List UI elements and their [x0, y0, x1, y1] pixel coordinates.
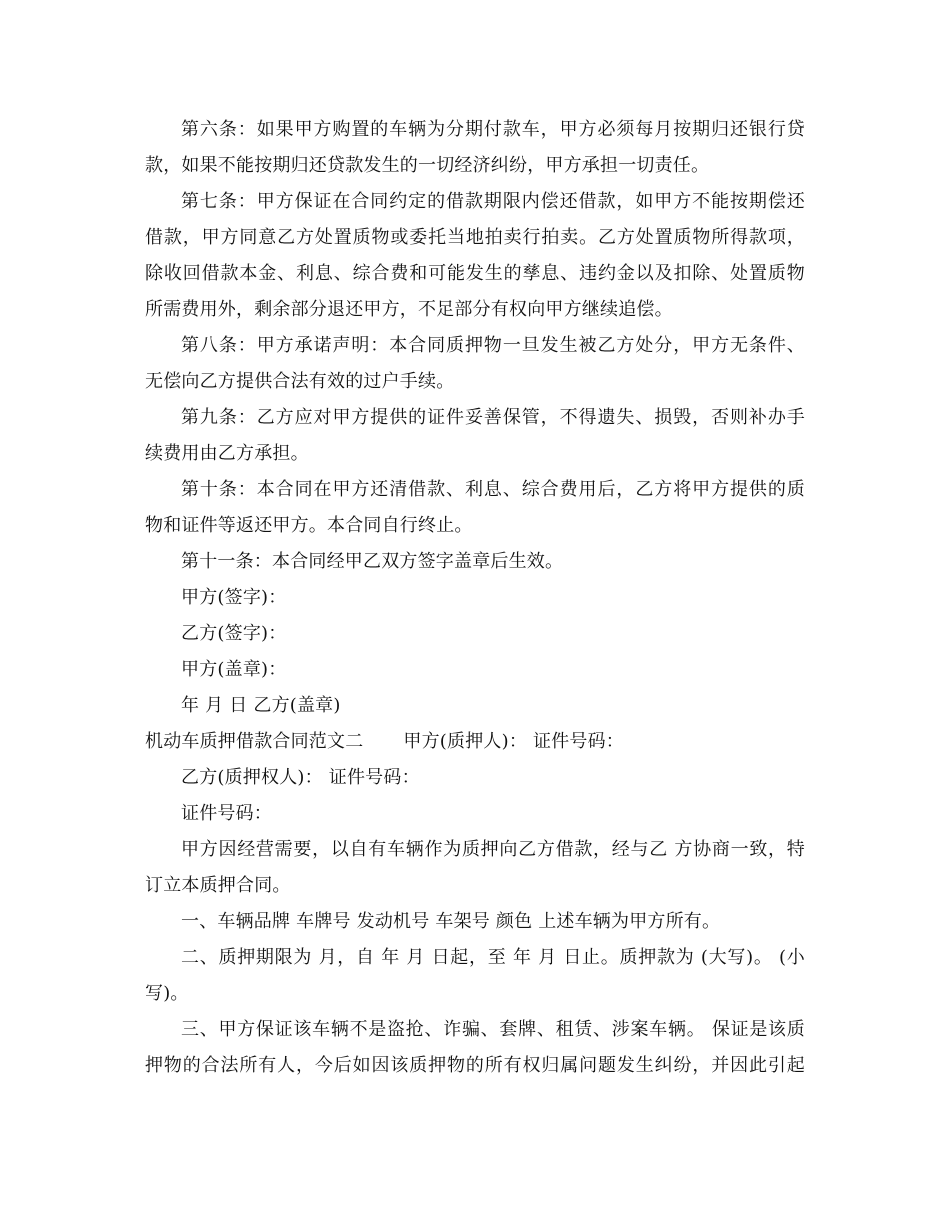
article-10-line-2: 物和证件等返还甲方。本合同自行终止。: [145, 515, 473, 536]
article-7-line-2: 借款，甲方同意乙方处置质物或委托当地拍卖行拍卖。乙方处置质物所得款项，: [145, 227, 805, 248]
article-7-line-1: 第七条：甲方保证在合同约定的借款期限内偿还借款，如甲方不能按期偿还: [181, 191, 805, 212]
preamble-line-2: 订立本质押合同。: [145, 875, 291, 896]
date-and-party-b-seal: 年 月 日 乙方(盖章): [181, 695, 341, 716]
clause-3-line-1: 三、甲方保证该车辆不是盗抢、诈骗、套牌、租赁、涉案车辆。 保证是该质: [181, 1019, 805, 1040]
article-6-line-1: 第六条：如果甲方购置的车辆为分期付款车，甲方必须每月按期归还银行贷: [181, 119, 805, 140]
clause-2-line-2: 写)。: [145, 983, 189, 1004]
clause-3-line-2: 押物的合法所有人，今后如因该质押物的所有权归属问题发生纠纷，并因此引起: [145, 1055, 805, 1076]
article-8-line-2: 无偿向乙方提供合法有效的过户手续。: [145, 371, 455, 392]
article-7-line-3: 除收回借款本金、利息、综合费和可能发生的孳息、违约金以及扣除、处置质物: [145, 263, 805, 284]
id-number-line: 证件号码：: [181, 803, 272, 824]
party-a-seal: 甲方(盖章)：: [181, 659, 287, 680]
party-b-signature: 乙方(签字)：: [181, 623, 287, 644]
pledgor-id-line: 甲方(质押人)： 证件号码：: [403, 731, 624, 752]
article-8-line-1: 第八条：甲方承诺声明：本合同质押物一旦发生被乙方处分，甲方无条件、: [181, 335, 805, 356]
party-a-signature: 甲方(签字)：: [181, 587, 287, 608]
second-contract-title: 机动车质押借款合同范文二: [145, 731, 364, 752]
second-contract-heading-line: [145, 730, 805, 754]
article-6-line-2: 款，如果不能按期归还贷款发生的一切经济纠纷，甲方承担一切责任。: [145, 155, 710, 176]
clause-2-line-1: 二、质押期限为 月，自 年 月 日起，至 年 月 日止。质押款为 (大写)。 (小: [181, 947, 805, 968]
article-10-line-1: 第十条：本合同在甲方还清借款、利息、综合费用后，乙方将甲方提供的质: [181, 479, 805, 500]
pledgee-id-line: 乙方(质押权人)： 证件号码：: [181, 767, 420, 788]
article-11-line: 第十一条：本合同经甲乙双方签字盖章后生效。: [181, 551, 564, 572]
article-7-line-4: 所需费用外，剩余部分退还甲方，不足部分有权向甲方继续追偿。: [145, 299, 673, 320]
article-9-line-2: 续费用由乙方承担。: [145, 443, 309, 464]
clause-1-line: 一、车辆品牌 车牌号 发动机号 车架号 颜色 上述车辆为甲方所有。: [181, 911, 721, 932]
preamble-line-1: 甲方因经营需要，以自有车辆作为质押向乙方借款，经与乙 方协商一致，特: [181, 839, 805, 860]
article-9-line-1: 第九条：乙方应对甲方提供的证件妥善保管，不得遗失、损毁，否则补办手: [181, 407, 805, 428]
